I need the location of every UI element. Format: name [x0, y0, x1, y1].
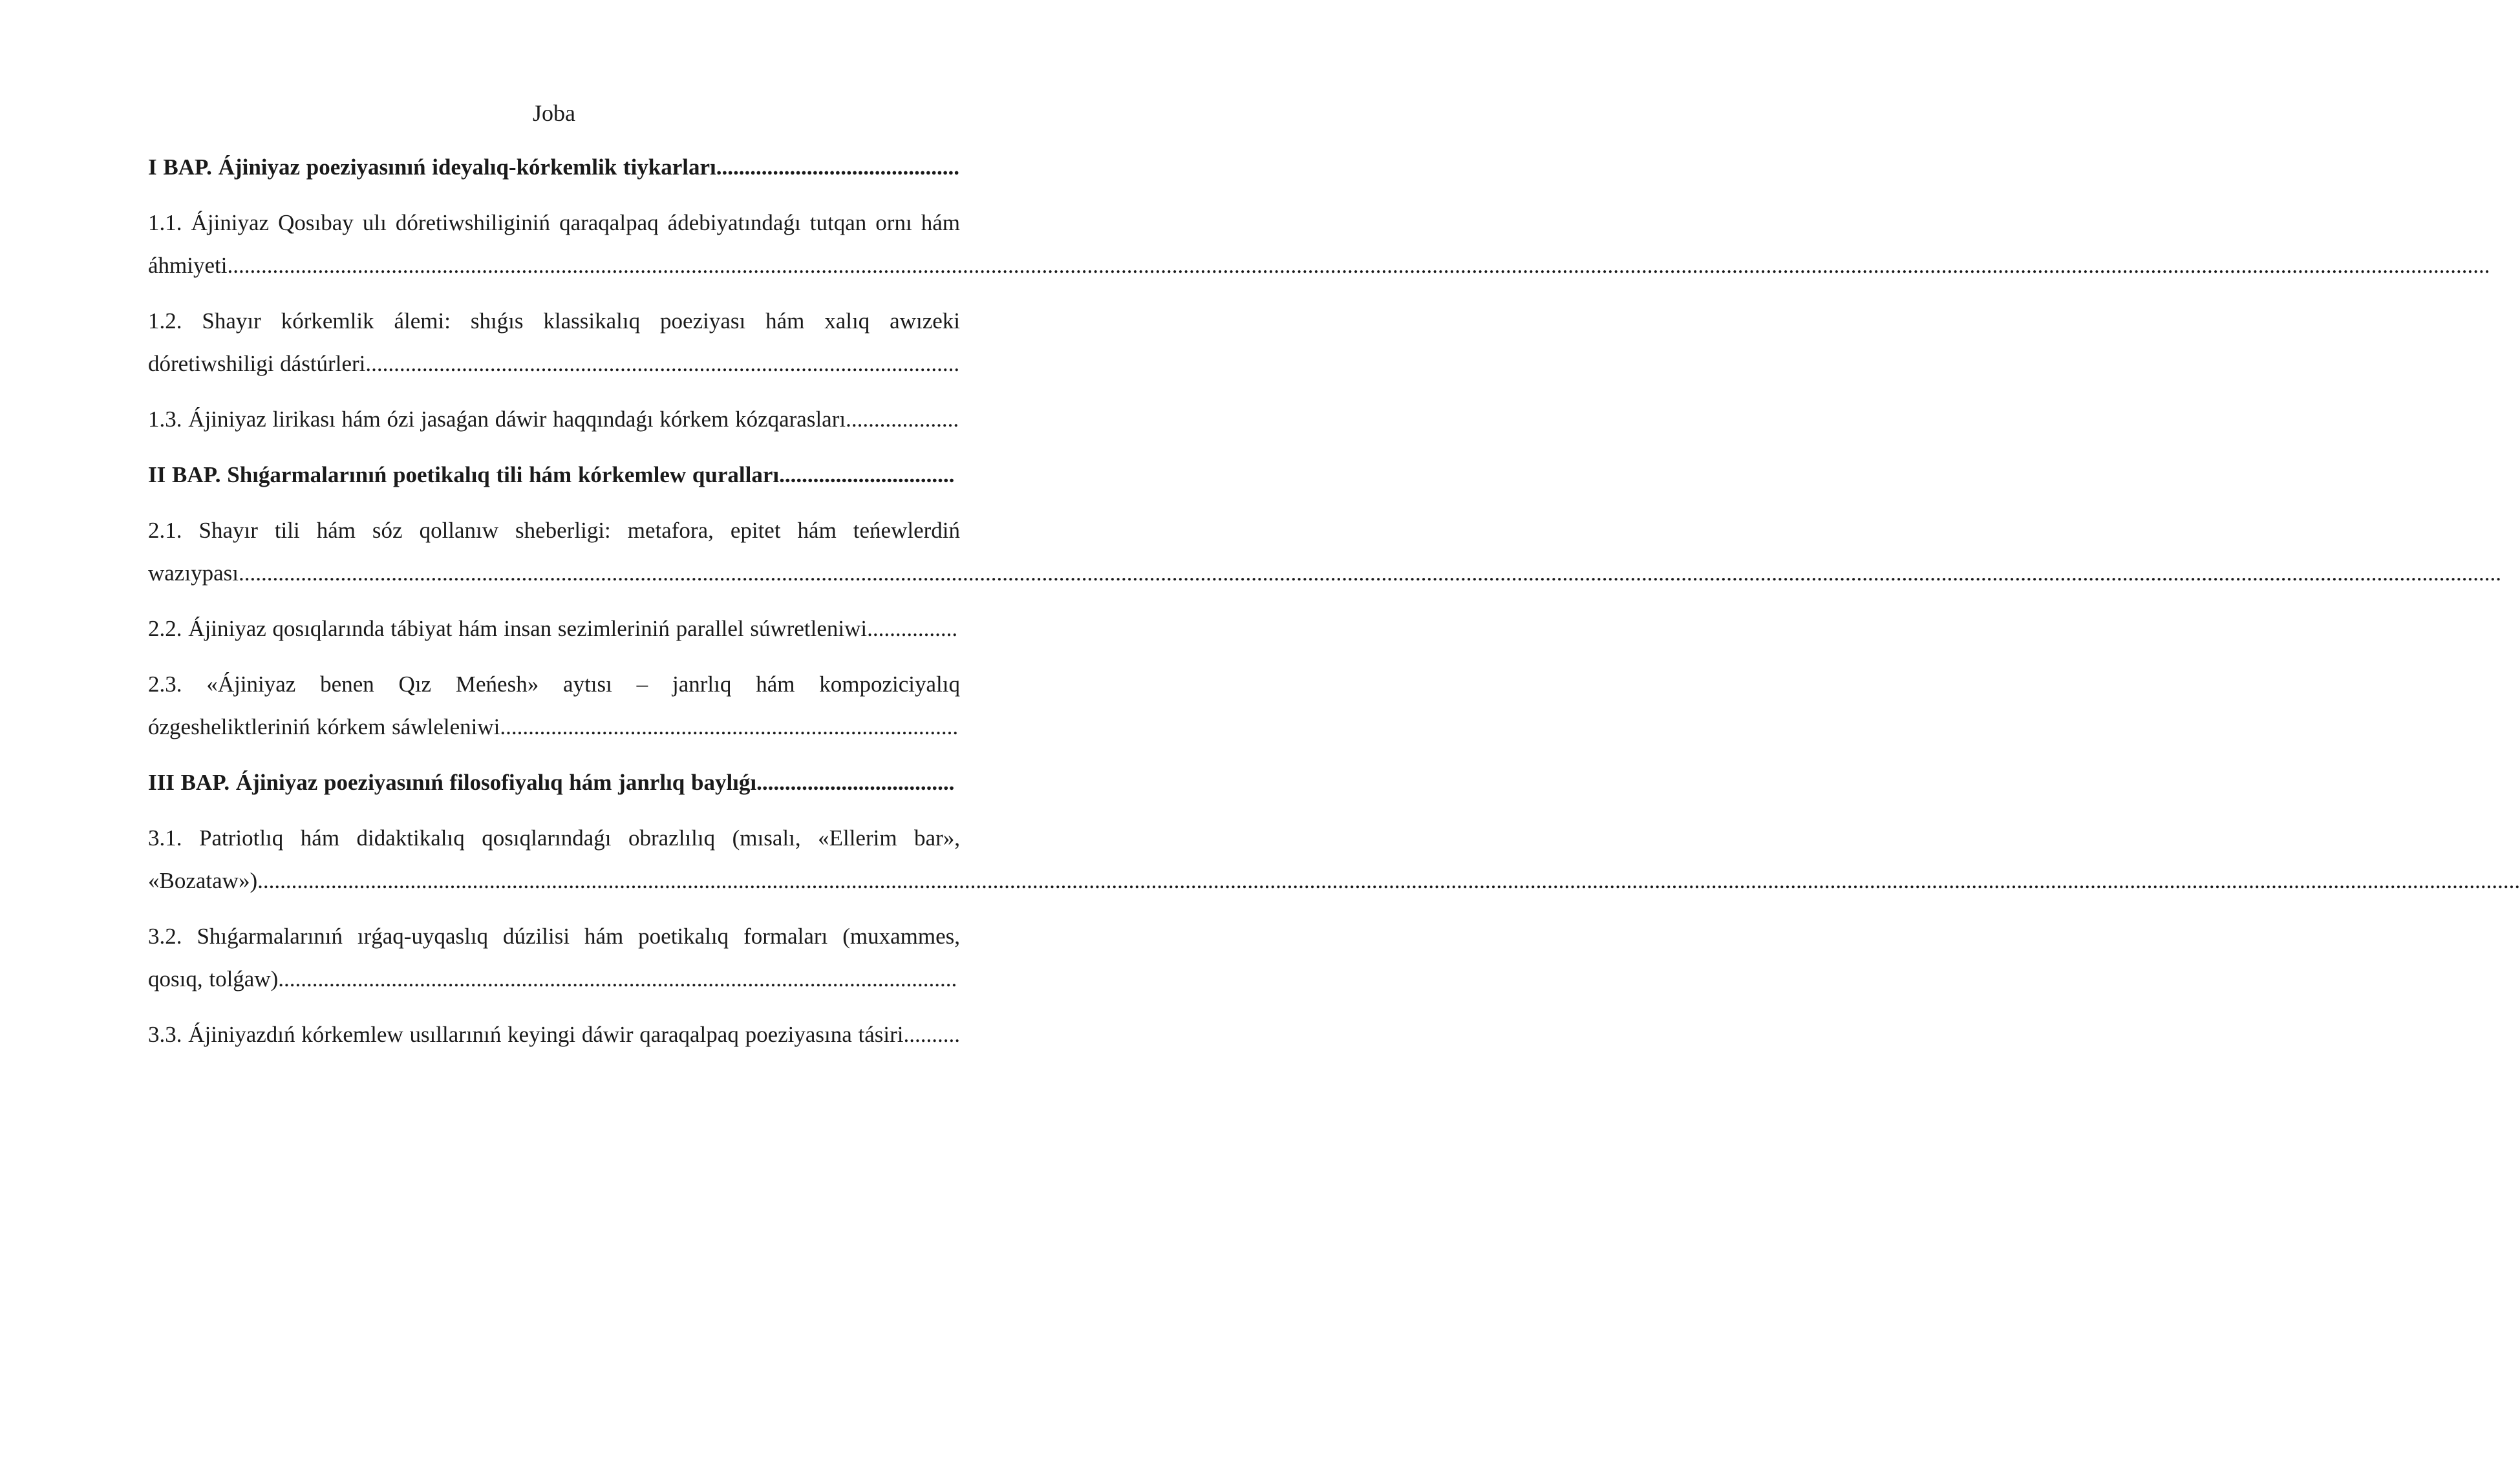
toc-section-3-2: 3.2. Shıǵarmalarınıń ırǵaq-uyqaslıq dúzilisi hám poetikalıq formaları (muxammes, qosıq, tolǵaw)........................................................................................................................ [148, 924, 960, 991]
toc-chapter-1: I BAP. Ájiniyaz poeziyasınıń ideyalıq-kórkemlik tiykarları........................................... [148, 154, 960, 180]
toc-section-3-1: 3.1. Patriotlıq hám didaktikalıq qosıqlarındaǵı obrazlılıq (mısalı, «Ellerim bar», «Bozataw»)................................................................................................................................................................................................................................................................................................................................................................................................................ [148, 825, 2520, 893]
toc-section-2-3: 2.3. «Ájiniyaz benen Qız Meńesh» aytısı – janrlıq hám kompoziciyalıq ózgesheliktleriniń kórkem sáwleleniwi................................................................................. [148, 672, 960, 739]
toc-chapter-3: III BAP. Ájiniyaz poeziyasınıń filosofiyalıq hám janrlıq baylıǵı................................... [148, 770, 955, 795]
toc-section-1-1: 1.1. Ájiniyaz Qosıbay ulı dóretiwshiliginiń qaraqalpaq ádebiyatındaǵı tutqan ornı hám áhmiyeti................................................................................................................................................................................................................................................................................................................................................................................................................ [148, 210, 2490, 278]
toc-section-1-3: 1.3. Ájiniyaz lirikası hám ózi jasaǵan dáwir haqqındaǵı kórkem kózqarasları.................... [148, 407, 959, 432]
table-of-contents-page [148, 97, 2520, 1069]
toc-section-2-2: 2.2. Ájiniyaz qosıqlarında tábiyat hám insan sezimleriniń parallel súwretleniwi................ [148, 616, 958, 641]
page-title: Joba [533, 100, 575, 126]
toc-section-3-3: 3.3. Ájiniyazdıń kórkemlew usıllarınıń keyingi dáwir qaraqalpaq poeziyasına tásiri.......... [148, 1022, 961, 1047]
toc-section-2-1: 2.1. Shayır tili hám sóz qollanıw sheberligi: metafora, epitet hám teńewlerdiń wazıypası................................................................................................................................................................................................................................................................................................................................................................................................................ [148, 518, 2501, 586]
toc-section-1-2: 1.2. Shayır kórkemlik álemi: shıǵıs klassikalıq poeziyası hám xalıq awızeki dóretiwshiligi dástúrleri......................................................................................................... [148, 308, 960, 376]
toc-chapter-2: II BAP. Shıǵarmalarınıń poetikalıq tili hám kórkemlew quralları............................... [148, 462, 955, 487]
